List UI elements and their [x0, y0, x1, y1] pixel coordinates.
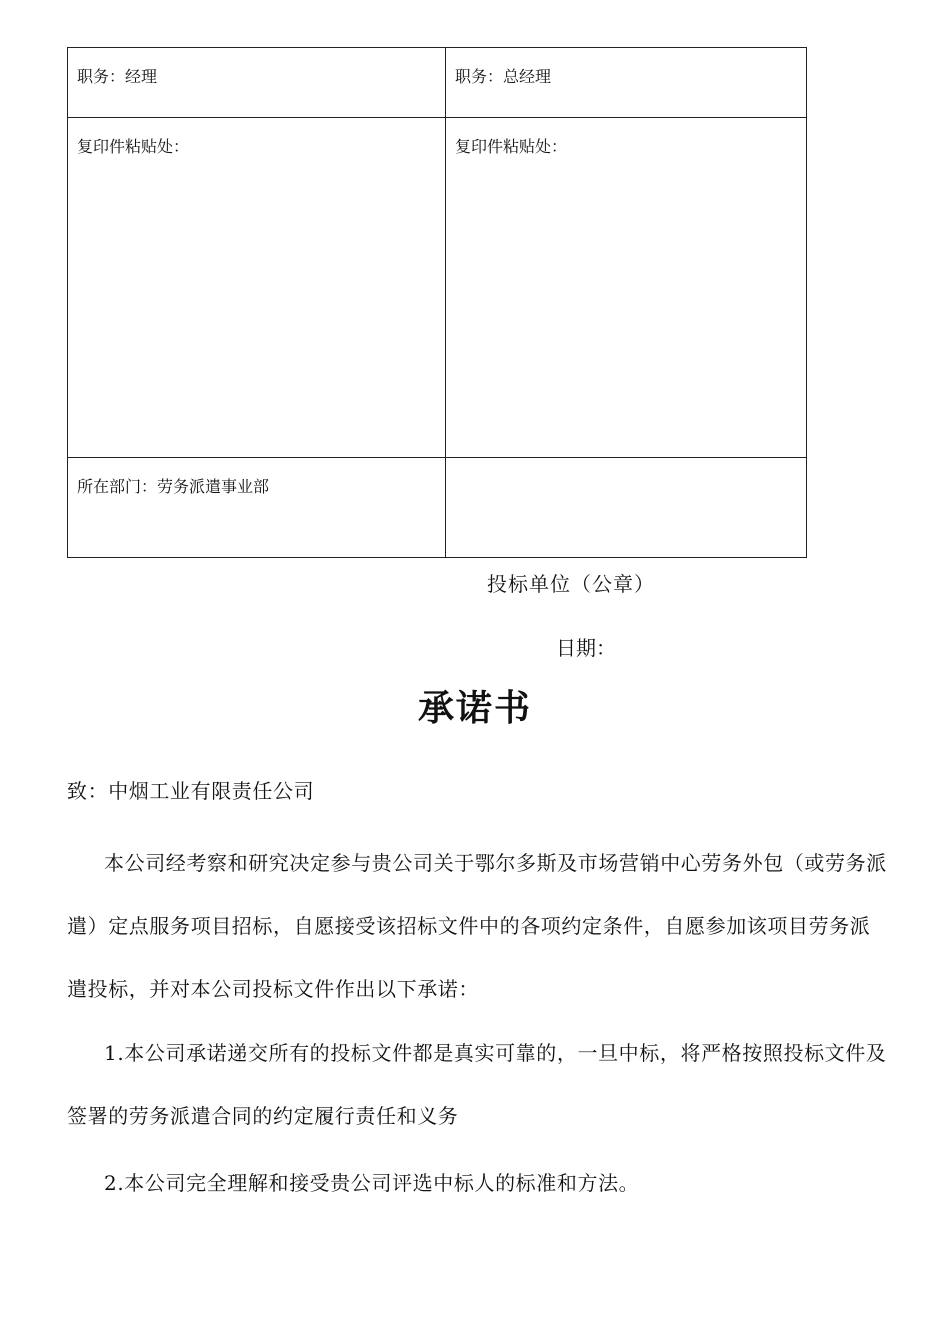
cell-copy-paste-left: 复印件粘贴处： [77, 137, 190, 156]
company-stamp-line: 投标单位（公章） [487, 572, 655, 596]
date-line: 日期： [556, 636, 616, 660]
commitment-item-1: 1.本公司承诺递交所有的投标文件都是真实可靠的，一旦中标，将严格按照投标文件及签署的劳务派遣合同的约定履行责任和义务 [67, 1041, 887, 1128]
cell-position-left: 职务：经理 [77, 67, 158, 86]
signature-table [67, 47, 807, 558]
cell-department: 所在部门：劳务派遣事业部 [77, 477, 270, 496]
cell-empty [446, 458, 806, 557]
commitment-item-2: 2.本公司完全理解和接受贵公司评选中标人的标准和方法。 [104, 1171, 640, 1195]
page-title: 承诺书 [417, 687, 532, 729]
addressee: 致：中烟工业有限责任公司 [67, 779, 315, 803]
intro-paragraph: 本公司经考察和研究决定参与贵公司关于鄂尔多斯及市场营销中心劳务外包（或劳务派遣）定点服务项目招标，自愿接受该招标文件中的各项约定条件，自愿参加该项目劳务派遣投标，并对本公司投标文件作出以下承诺： [67, 851, 887, 1001]
cell-copy-paste-right: 复印件粘贴处： [455, 137, 568, 156]
cell-position-right: 职务：总经理 [455, 67, 552, 86]
